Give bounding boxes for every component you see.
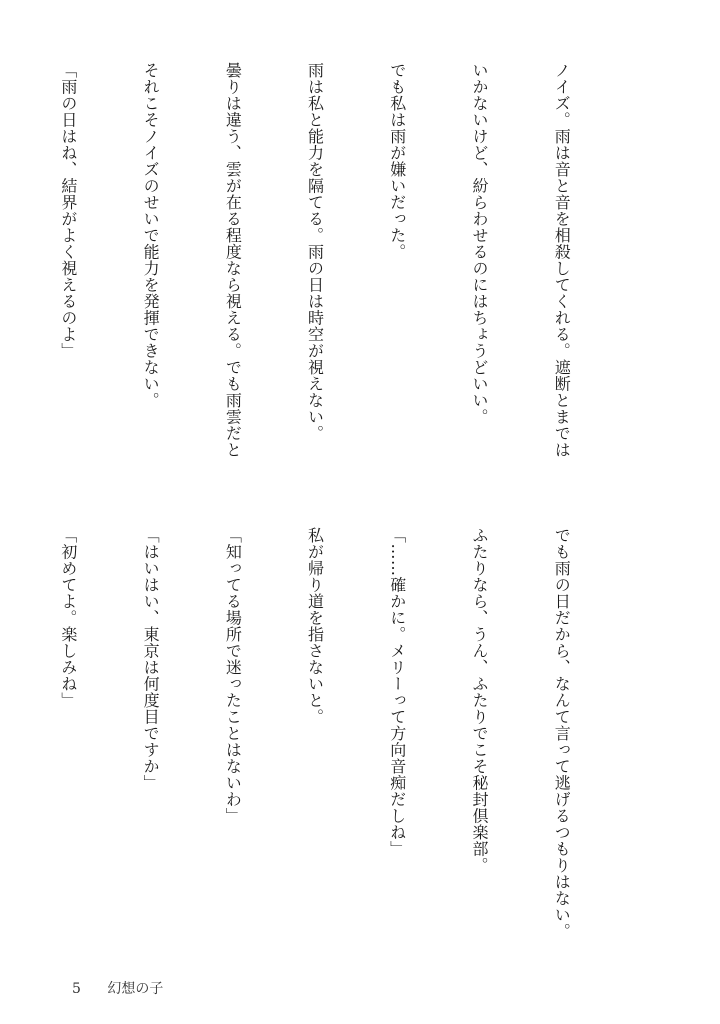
text-column: 「はいはい、東京は何度目ですか」 [141,527,161,791]
text-column: ノイズ。雨は音と音を相殺してくれる。遮断とまでは [552,62,572,458]
text-column: でも雨の日だから、なんて言って逃げるつもりはない。 [552,527,572,940]
text-column: いかないけど、紛らわせるのにはちょうどいい。 [469,62,489,425]
text-column: 「雨の日はね、結界がよく視えるのよ」 [58,62,78,359]
text-column: 曇りは違う、雲が在る程度なら視える。でも雨雲だと [223,62,243,458]
text-column: ふたりなら、うん、ふたりでこそ秘封倶楽部。 [469,527,489,874]
text-block-lower [0,527,630,967]
book-title: 幻想の子 [107,981,164,997]
text-block-upper [0,62,630,480]
text-column: 雨は私と能力を隔てる。雨の日は時空が視えない。 [305,62,325,442]
text-column: でも私は雨が嫌いだった。 [387,62,407,260]
text-column: 「……確かに。メリーって方向音痴だしね」 [387,527,407,857]
text-column: 「知ってる場所で迷ったことはないわ」 [223,527,243,824]
text-column: それこそノイズのせいで能力を発揮できない。 [141,62,161,409]
page-number: 5 [72,981,81,997]
text-column: 私が帰り道を指さないと。 [305,527,325,725]
text-column: 「初めてよ。楽しみね」 [58,527,78,709]
page-footer [72,978,163,998]
